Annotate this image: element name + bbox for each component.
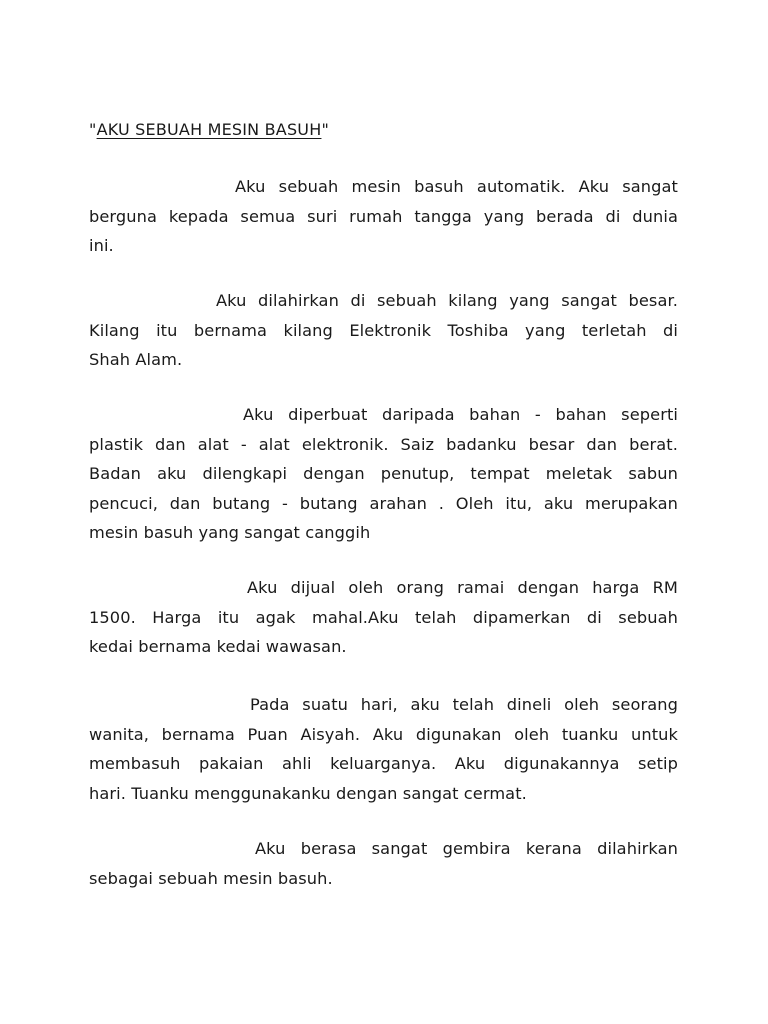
paragraph-line: wanita, bernama Puan Aisyah. Aku digunakan oleh tuanku untuk bbox=[89, 724, 678, 744]
paragraph-line: Aku berasa sangat gembira kerana dilahirkan bbox=[255, 839, 678, 858]
paragraph-line: Aku dijual oleh orang ramai dengan harga RM bbox=[247, 578, 678, 597]
paragraph-line: Aku sebuah mesin basuh automatik. Aku sangat bbox=[235, 177, 678, 196]
paragraph-line: hari. Tuanku menggunakanku dengan sangat cermat. bbox=[89, 783, 527, 803]
paragraph-line: Kilang itu bernama kilang Elektronik Toshiba yang terletah di bbox=[89, 320, 678, 340]
paragraph-line: Aku dilahirkan di sebuah kilang yang sangat besar. bbox=[216, 291, 678, 310]
paragraph-3 bbox=[89, 400, 678, 548]
paragraph-2 bbox=[89, 286, 678, 375]
title-text: AKU SEBUAH MESIN BASUH bbox=[96, 120, 322, 139]
paragraph-line: Shah Alam. bbox=[89, 350, 183, 369]
paragraph-line: berguna kepada semua suri rumah tangga yang berada di dunia bbox=[89, 206, 678, 226]
paragraph-line: plastik dan alat - alat elektronik. Saiz badanku besar dan berat. bbox=[89, 434, 678, 454]
title-quote-open: " bbox=[89, 120, 97, 139]
paragraph-5 bbox=[89, 690, 678, 808]
paragraph-6 bbox=[89, 834, 678, 893]
document-title bbox=[89, 120, 329, 139]
paragraph-4 bbox=[89, 573, 678, 662]
paragraph-line: mesin basuh yang sangat canggih bbox=[89, 523, 371, 542]
paragraph-line: Aku diperbuat daripada bahan - bahan seperti bbox=[243, 405, 678, 424]
paragraph-line: kedai bernama kedai wawasan. bbox=[89, 637, 347, 656]
paragraph-line: Badan aku dilengkapi dengan penutup, tempat meletak sabun bbox=[89, 464, 678, 483]
paragraph-line: Pada suatu hari, aku telah dineli oleh seorang bbox=[250, 695, 678, 714]
paragraph-line: sebagai sebuah mesin basuh. bbox=[89, 868, 333, 888]
paragraph-1 bbox=[89, 172, 678, 261]
paragraph-line: 1500. Harga itu agak mahal.Aku telah dipamerkan di sebuah bbox=[89, 607, 678, 627]
title-quote-close: " bbox=[321, 120, 330, 139]
paragraph-line: pencuci, dan butang - butang arahan . Oleh itu, aku merupakan bbox=[89, 493, 678, 513]
paragraph-line: membasuh pakaian ahli keluarganya. Aku digunakannya setip bbox=[89, 754, 678, 773]
paragraph-line: ini. bbox=[89, 236, 114, 255]
